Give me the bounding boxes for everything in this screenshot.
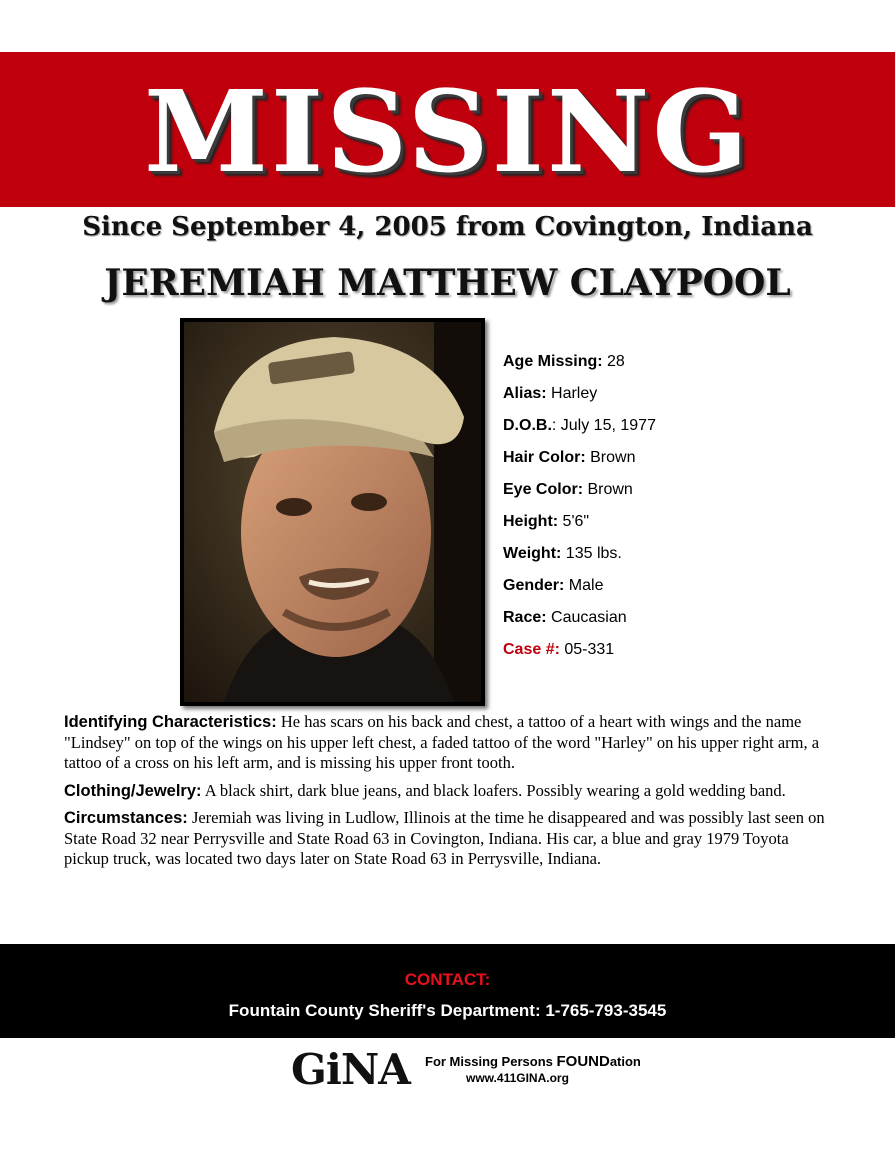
detail-label: D.O.B.	[503, 417, 552, 434]
detail-value: 05-331	[559, 641, 615, 658]
detail-weight	[503, 544, 656, 576]
detail-label: Weight:	[503, 545, 562, 562]
gina-tagline-prefix: For Missing Persons	[425, 1054, 557, 1069]
contact-phone-text: Fountain County Sheriff's Department: 1-765-793-3545	[228, 1001, 667, 1020]
detail-value: Male	[564, 577, 604, 594]
person-details	[503, 352, 656, 672]
person-name: JEREMIAH MATTHEW CLAYPOOL	[104, 262, 791, 304]
detail-value: Brown	[583, 481, 633, 498]
gina-logo	[291, 1045, 641, 1095]
detail-label: Alias:	[503, 385, 547, 402]
description-label: Clothing/Jewelry:	[64, 781, 202, 800]
detail-label: Height:	[503, 513, 559, 530]
missing-title: MISSING	[143, 67, 752, 198]
detail-value: Caucasian	[546, 609, 627, 626]
detail-value: Brown	[585, 449, 636, 466]
detail-case-number	[503, 640, 656, 672]
description-label: Identifying Characteristics:	[64, 713, 277, 731]
detail-label: Eye Color:	[503, 481, 584, 498]
person-photo	[180, 318, 485, 706]
detail-label: Gender:	[503, 577, 565, 594]
gina-tagline-bold: FOUND	[556, 1053, 610, 1070]
detail-label: Case #:	[503, 641, 560, 658]
description-text: Jeremiah was living in Ludlow, Illinois at the time he disappeared and was possibly last seen on State Road 32 near Perrysville and State Road 63 in Covington, Indiana. His car, a blue and gray 1979 Toyota pickup truck, was located two days later on State Road 63 in Perrysville, Indiana.	[64, 808, 825, 868]
detail-height	[503, 512, 656, 544]
detail-label: Hair Color:	[503, 449, 586, 466]
circumstances	[64, 808, 834, 870]
missing-since-text: Since September 4, 2005 from Covington, Indiana	[82, 212, 813, 242]
gina-logo-mark: GiNA	[291, 1045, 410, 1094]
detail-gender	[503, 576, 656, 608]
description-section	[64, 712, 834, 877]
description-text: A black shirt, dark blue jeans, and black loafers. Possibly wearing a gold wedding band.	[201, 780, 786, 800]
detail-value: 135 lbs.	[561, 545, 622, 562]
detail-label: Race:	[503, 609, 547, 626]
contact-section	[0, 944, 895, 1038]
clothing-jewelry	[64, 781, 834, 802]
detail-age	[503, 352, 656, 384]
detail-dob	[503, 416, 656, 448]
detail-alias	[503, 384, 656, 416]
detail-value: Harley	[546, 385, 598, 402]
detail-eye-color	[503, 480, 656, 512]
missing-banner	[0, 52, 895, 207]
contact-label: CONTACT:	[404, 970, 491, 989]
description-text: He has scars on his back and chest, a tattoo of a heart with wings and the name "Lindsey" on top of the wings on his upper left chest, a faded tattoo of the word "Harley" on his upper right arm, a tattoo of a cross on his left arm, and is missing his upper front tooth.	[64, 712, 820, 772]
person-photo-icon	[184, 322, 481, 702]
description-label: Circumstances:	[64, 809, 188, 827]
detail-hair-color	[503, 448, 656, 480]
detail-label: Age Missing:	[503, 353, 603, 370]
identifying-characteristics	[64, 712, 834, 774]
detail-value: 5'6"	[558, 513, 590, 530]
detail-value: : July 15, 1977	[551, 417, 656, 434]
gina-url[interactable]: www.411GINA.org	[466, 1071, 569, 1085]
detail-value: 28	[602, 353, 625, 370]
gina-tagline	[425, 1053, 641, 1070]
detail-race	[503, 608, 656, 640]
gina-tagline-suffix: ation	[609, 1054, 641, 1069]
